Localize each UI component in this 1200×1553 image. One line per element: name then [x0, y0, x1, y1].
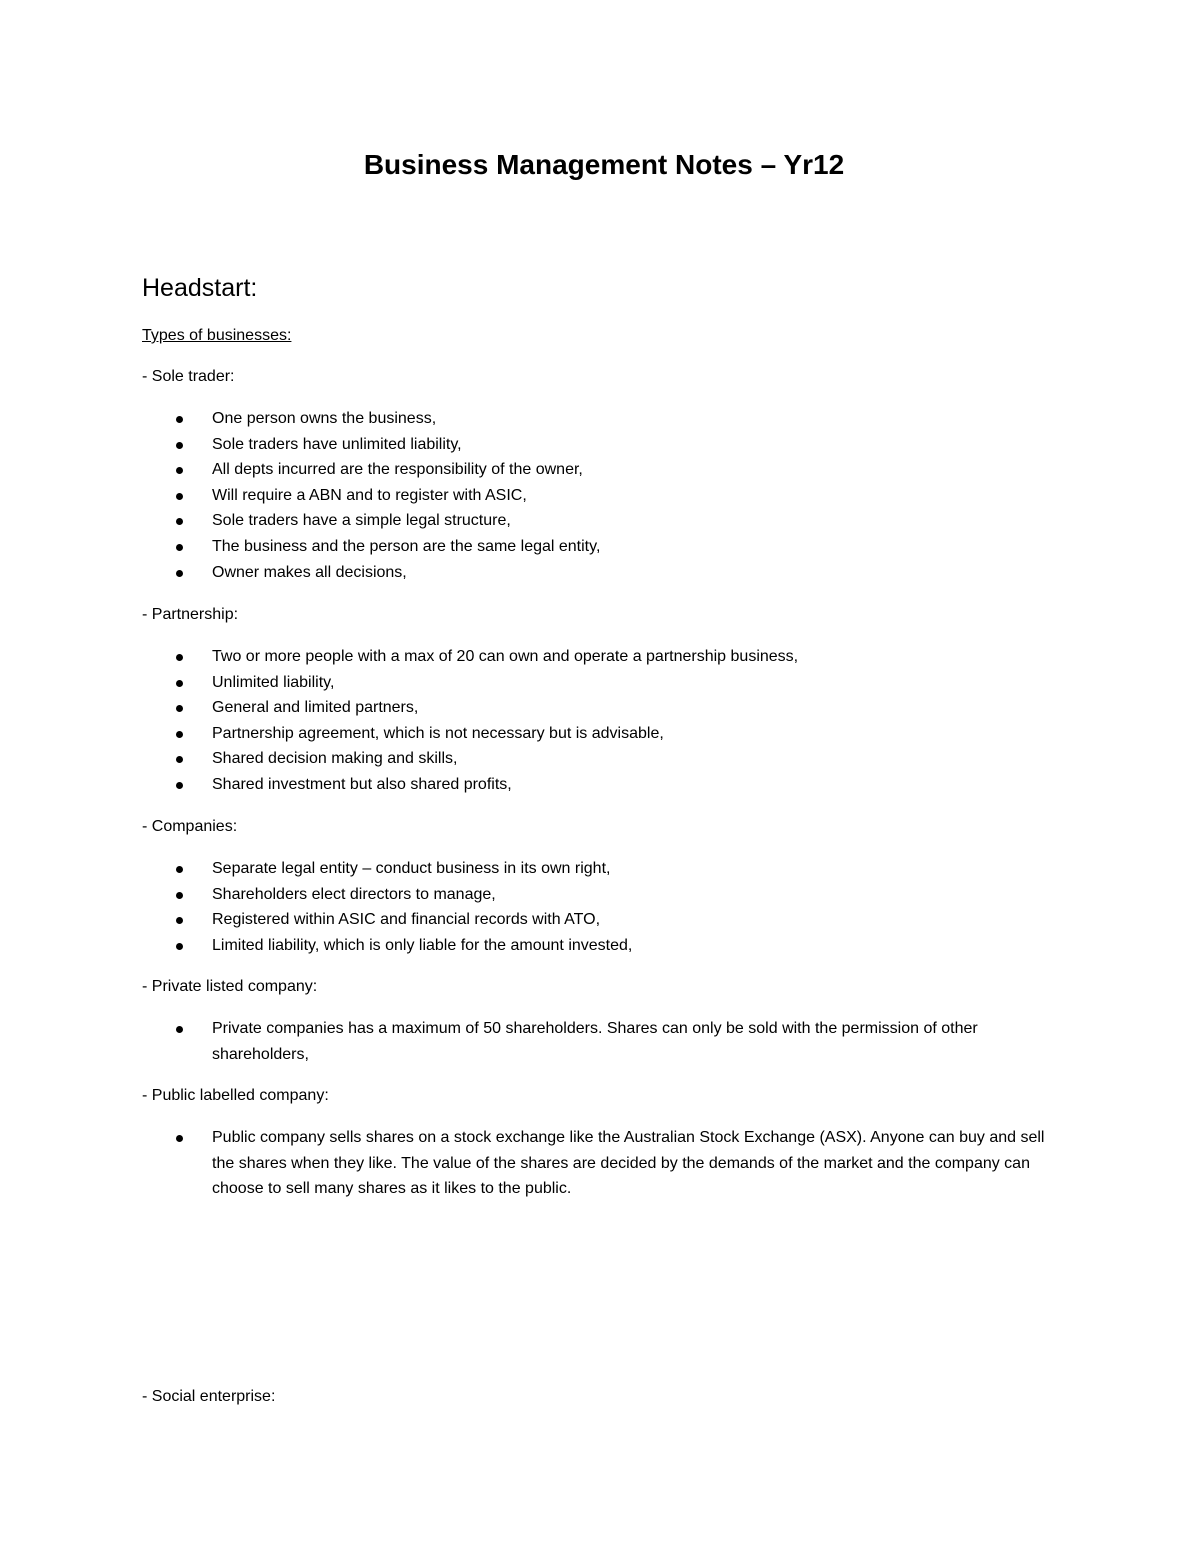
bullet-list-private-company [142, 1016, 1062, 1067]
list-item: Sole traders have unlimited liability, [142, 432, 1062, 458]
bullet-icon [176, 544, 183, 551]
bullet-icon [176, 467, 183, 474]
bullet-icon [176, 416, 183, 423]
bullet-icon [176, 705, 183, 712]
section-heading: Headstart: [142, 274, 258, 302]
list-item: One person owns the business, [142, 406, 1062, 432]
bullet-icon [176, 1026, 183, 1033]
bullet-list-partnership [142, 644, 1062, 798]
list-item: Two or more people with a max of 20 can own and operate a partnership business, [142, 644, 1062, 670]
bullet-icon [176, 731, 183, 738]
section-label-public-company: - Public labelled company: [142, 1087, 329, 1104]
bullet-list-public-company [142, 1125, 1062, 1202]
subheading: Types of businesses: [142, 327, 292, 344]
list-item: Will require a ABN and to register with ASIC, [142, 483, 1062, 509]
section-label-social-enterprise: - Social enterprise: [142, 1388, 276, 1405]
list-item: Public company sells shares on a stock exchange like the Australian Stock Exchange (ASX). Anyone can buy and sell the shares when they like. The value of the shares are decided by the demands of the market and the company can choose to sell many shares as it likes to the public. [142, 1125, 1062, 1202]
section-label-private-company: - Private listed company: [142, 978, 318, 995]
bullet-icon [176, 892, 183, 899]
list-item: Shareholders elect directors to manage, [142, 882, 1062, 908]
bullet-icon [176, 570, 183, 577]
bullet-icon [176, 917, 183, 924]
bullet-icon [176, 518, 183, 525]
bullet-icon [176, 493, 183, 500]
list-item: Separate legal entity – conduct business in its own right, [142, 856, 1062, 882]
bullet-icon [176, 1135, 183, 1142]
list-item: Partnership agreement, which is not necessary but is advisable, [142, 721, 1062, 747]
list-item: Unlimited liability, [142, 670, 1062, 696]
list-item: Owner makes all decisions, [142, 560, 1062, 586]
list-item: Shared decision making and skills, [142, 746, 1062, 772]
section-label-sole-trader: - Sole trader: [142, 368, 235, 385]
document-title: Business Management Notes – Yr12 [363, 149, 845, 180]
section-label-partnership: - Partnership: [142, 606, 239, 623]
bullet-list-companies [142, 856, 1062, 958]
bullet-icon [176, 654, 183, 661]
bullet-icon [176, 680, 183, 687]
list-item: Private companies has a maximum of 50 shareholders. Shares can only be sold with the permission of other shareholders, [142, 1016, 1062, 1067]
list-item: Sole traders have a simple legal structure, [142, 508, 1062, 534]
bullet-list-sole-trader [142, 406, 1062, 585]
list-item: Limited liability, which is only liable for the amount invested, [142, 933, 1062, 959]
bullet-icon [176, 782, 183, 789]
list-item: All depts incurred are the responsibility of the owner, [142, 457, 1062, 483]
list-item: General and limited partners, [142, 695, 1062, 721]
list-item: Shared investment but also shared profits, [142, 772, 1062, 798]
bullet-icon [176, 943, 183, 950]
list-item: Registered within ASIC and financial records with ATO, [142, 907, 1062, 933]
list-item: The business and the person are the same legal entity, [142, 534, 1062, 560]
section-label-companies: - Companies: [142, 818, 238, 835]
bullet-icon [176, 756, 183, 763]
bullet-icon [176, 442, 183, 449]
bullet-icon [176, 866, 183, 873]
